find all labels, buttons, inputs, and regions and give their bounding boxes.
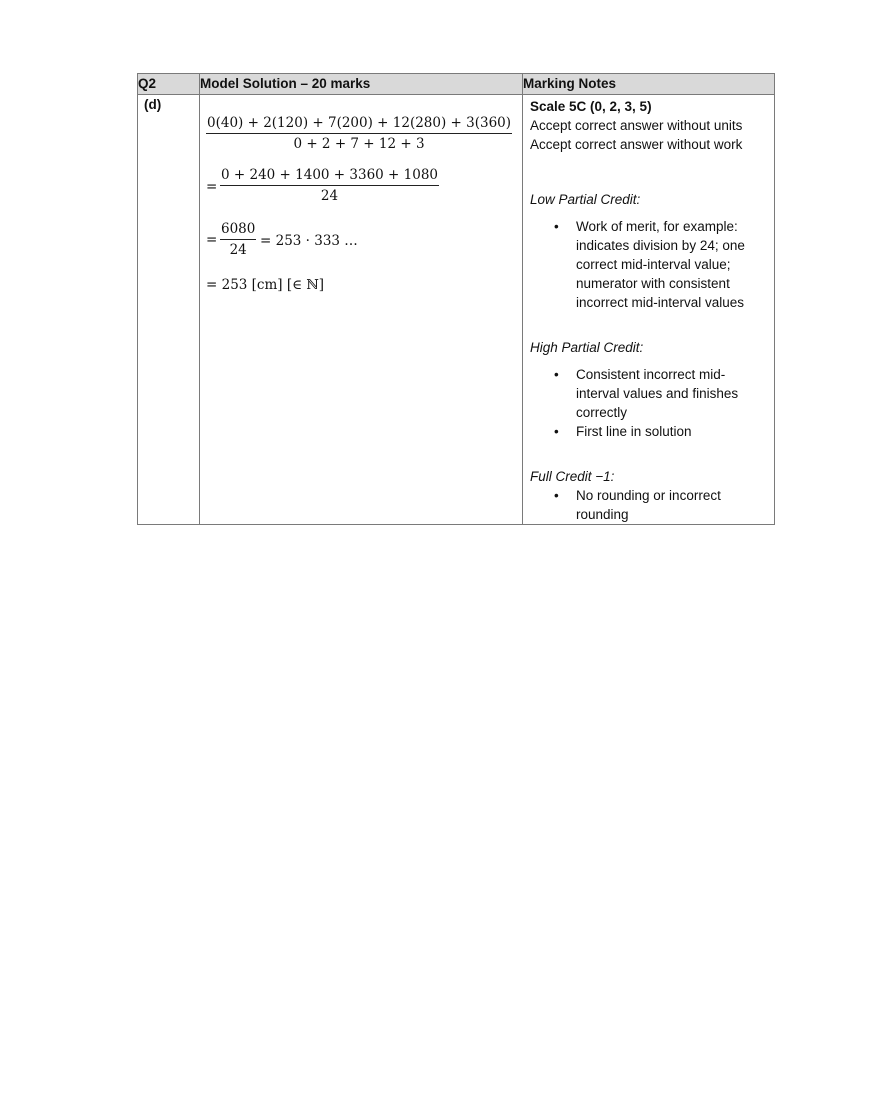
part-row <box>138 95 775 525</box>
solution-step-2 <box>220 167 439 204</box>
step3-equals: = <box>206 232 218 248</box>
accept-note-work: Accept correct answer without work <box>530 137 743 152</box>
fraction-bar <box>206 133 512 134</box>
part-label: (d) <box>138 95 200 525</box>
list-item: • No rounding or incorrect rounding <box>554 488 721 522</box>
high-partial-credit-title: High Partial Credit: <box>530 340 644 355</box>
full-credit-minus-one-title: Full Credit −1: <box>530 469 615 484</box>
step1-numerator: 0(40) + 2(120) + 7(200) + 12(280) + 3(360) <box>207 115 512 131</box>
step3-numerator: 6080 <box>221 221 256 237</box>
solution-step-1 <box>206 115 512 152</box>
step2-numerator: 0 + 240 + 1400 + 3360 + 1080 <box>221 167 439 183</box>
final-answer: = 253 [cm] [∈ ℕ] <box>206 277 325 293</box>
accept-note-units: Accept correct answer without units <box>530 118 743 133</box>
step2-denominator: 24 <box>320 188 339 204</box>
solution-step-3 <box>220 221 256 258</box>
header-notes: Marking Notes <box>523 74 775 95</box>
marking-notes-cell <box>523 95 775 525</box>
low-partial-credit-title: Low Partial Credit: <box>530 192 641 207</box>
low-partial-credit-list <box>530 217 767 312</box>
list-item: • Work of merit, for example: indicates division by 24; one correct mid-interval value; numerator with consistent incorrect mid-interval values <box>554 219 745 310</box>
header-solution: Model Solution – 20 marks <box>200 74 523 95</box>
scale-line: Scale 5C (0, 2, 3, 5) <box>530 99 652 114</box>
step3-result: = 253 · 333 … <box>260 233 358 249</box>
list-item: • First line in solution <box>554 424 692 439</box>
header-row <box>138 74 775 95</box>
fraction-bar <box>220 185 439 186</box>
step3-denominator: 24 <box>229 242 247 258</box>
fraction-bar <box>220 239 256 240</box>
full-credit-list <box>530 486 767 524</box>
high-partial-credit-list <box>530 365 767 441</box>
header-question: Q2 <box>138 74 200 95</box>
marking-scheme-table <box>137 73 775 525</box>
step1-denominator: 0 + 2 + 7 + 12 + 3 <box>293 136 425 152</box>
model-solution-cell <box>200 95 523 525</box>
list-item: • Consistent incorrect mid-interval values and finishes correctly <box>554 367 739 420</box>
step2-equals: = <box>206 179 218 195</box>
